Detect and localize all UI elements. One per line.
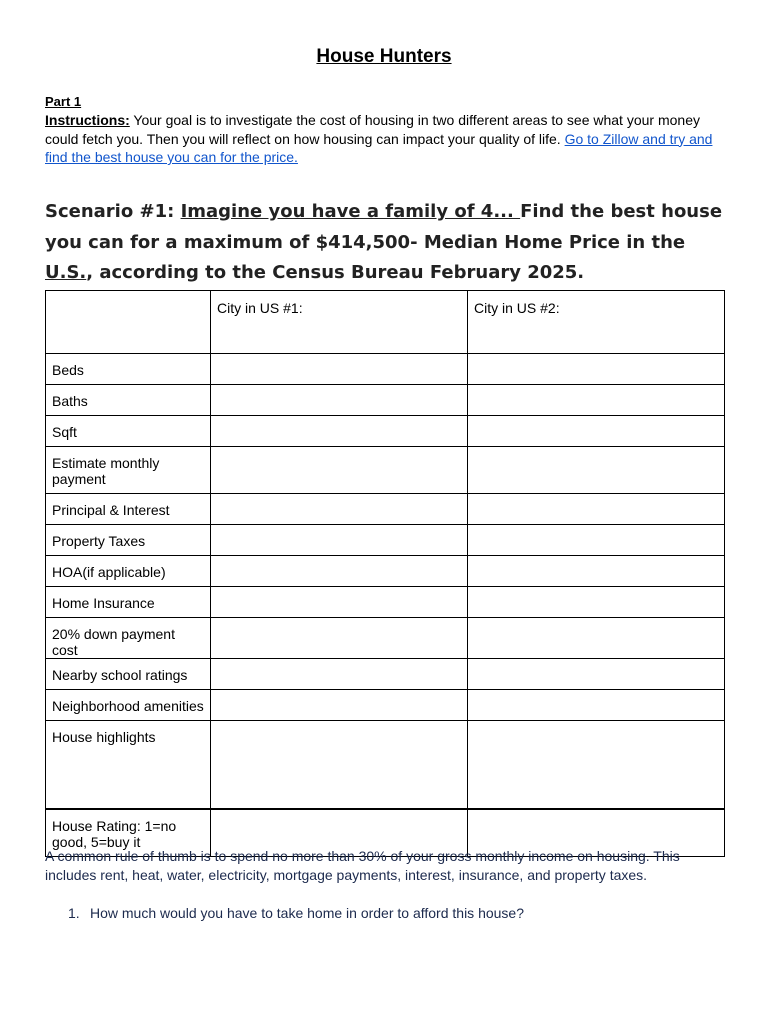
cell-city-2[interactable] bbox=[468, 556, 725, 587]
cell-city-1[interactable] bbox=[211, 494, 468, 525]
row-label-hoa: HOA(if applicable) bbox=[46, 556, 211, 587]
cell-city-2[interactable] bbox=[468, 416, 725, 447]
cell-city-1[interactable] bbox=[211, 587, 468, 618]
cell-city-1[interactable] bbox=[211, 525, 468, 556]
row-label-beds: Beds bbox=[46, 354, 211, 385]
row-label-baths: Baths bbox=[46, 385, 211, 416]
header-city-2[interactable]: City in US #2: bbox=[468, 291, 725, 354]
cell-city-1[interactable] bbox=[211, 447, 468, 494]
table-row bbox=[46, 525, 725, 556]
row-label-house-rating: House Rating: 1=no good, 5=buy it bbox=[46, 809, 211, 857]
header-cell-blank bbox=[46, 291, 211, 354]
row-label-property-taxes: Property Taxes bbox=[46, 525, 211, 556]
instructions-paragraph bbox=[45, 111, 717, 167]
scenario-us: U.S. bbox=[45, 262, 87, 283]
cell-city-2[interactable] bbox=[468, 659, 725, 690]
part-label: Part 1 bbox=[45, 94, 82, 109]
cell-city-2[interactable] bbox=[468, 447, 725, 494]
table-row bbox=[46, 416, 725, 447]
cell-city-2[interactable] bbox=[468, 354, 725, 385]
cell-city-2[interactable] bbox=[468, 385, 725, 416]
rule-of-thumb-text: A common rule of thumb is to spend no more than 30% of your gross monthly income on housing. This includes rent, heat, water, electricity, mortgage payments, interest, insurance, and property taxes. bbox=[45, 848, 680, 883]
cell-city-2[interactable] bbox=[468, 494, 725, 525]
row-label-monthly-payment: Estimate monthly payment bbox=[46, 447, 211, 494]
cell-city-1[interactable] bbox=[211, 385, 468, 416]
question-text: How much would you have to take home in order to afford this house? bbox=[90, 905, 524, 921]
row-label-sqft: Sqft bbox=[46, 416, 211, 447]
question-item bbox=[68, 905, 524, 921]
comparison-table bbox=[45, 290, 725, 857]
table-row bbox=[46, 587, 725, 618]
scenario-family: Imagine you have a family of 4... bbox=[180, 201, 521, 222]
cell-city-1[interactable] bbox=[211, 690, 468, 721]
table-row bbox=[46, 447, 725, 494]
scenario-heading bbox=[45, 197, 735, 289]
cell-city-1[interactable] bbox=[211, 556, 468, 587]
row-label-down-payment: 20% down payment cost bbox=[46, 618, 211, 659]
cell-city-1[interactable] bbox=[211, 354, 468, 385]
page-title: House Hunters bbox=[316, 46, 452, 67]
table-row bbox=[46, 721, 725, 809]
zillow-link[interactable]: Go to Zillow and try and find the best house you can for the price. bbox=[45, 130, 713, 165]
row-label-principal-interest: Principal & Interest bbox=[46, 494, 211, 525]
row-label-school-ratings: Nearby school ratings bbox=[46, 659, 211, 690]
cell-city-2[interactable] bbox=[468, 587, 725, 618]
scenario-middle: Find the best house you can for a maximum of $414,500- Median Home Price in the bbox=[45, 201, 723, 253]
cell-city-2[interactable] bbox=[468, 618, 725, 659]
table-row bbox=[46, 659, 725, 690]
table-row bbox=[46, 494, 725, 525]
row-label-amenities: Neighborhood amenities bbox=[46, 690, 211, 721]
scenario-prefix: Scenario #1: bbox=[45, 201, 181, 222]
table-header-row bbox=[46, 291, 725, 354]
cell-city-1[interactable] bbox=[211, 659, 468, 690]
table-row bbox=[46, 618, 725, 659]
cell-city-2[interactable] bbox=[468, 690, 725, 721]
table-row bbox=[46, 354, 725, 385]
instructions-label: Instructions: bbox=[45, 112, 130, 128]
cell-city-2[interactable] bbox=[468, 525, 725, 556]
instructions-text: Your goal is to investigate the cost of housing in two different areas to see what your money could fetch you. Then you will reflect on how housing can impact your quality of life. bbox=[45, 112, 700, 147]
question-number: 1. bbox=[68, 905, 80, 921]
table-row bbox=[46, 556, 725, 587]
row-label-highlights: House highlights bbox=[46, 721, 211, 809]
cell-city-1[interactable] bbox=[211, 618, 468, 659]
row-label-home-insurance: Home Insurance bbox=[46, 587, 211, 618]
table-row bbox=[46, 385, 725, 416]
header-city-1[interactable]: City in US #1: bbox=[211, 291, 468, 354]
table-row bbox=[46, 690, 725, 721]
cell-city-1[interactable] bbox=[211, 416, 468, 447]
cell-city-1[interactable] bbox=[211, 721, 468, 809]
cell-city-2[interactable] bbox=[468, 721, 725, 809]
scenario-suffix: , according to the Census Bureau February 2025. bbox=[86, 262, 585, 283]
